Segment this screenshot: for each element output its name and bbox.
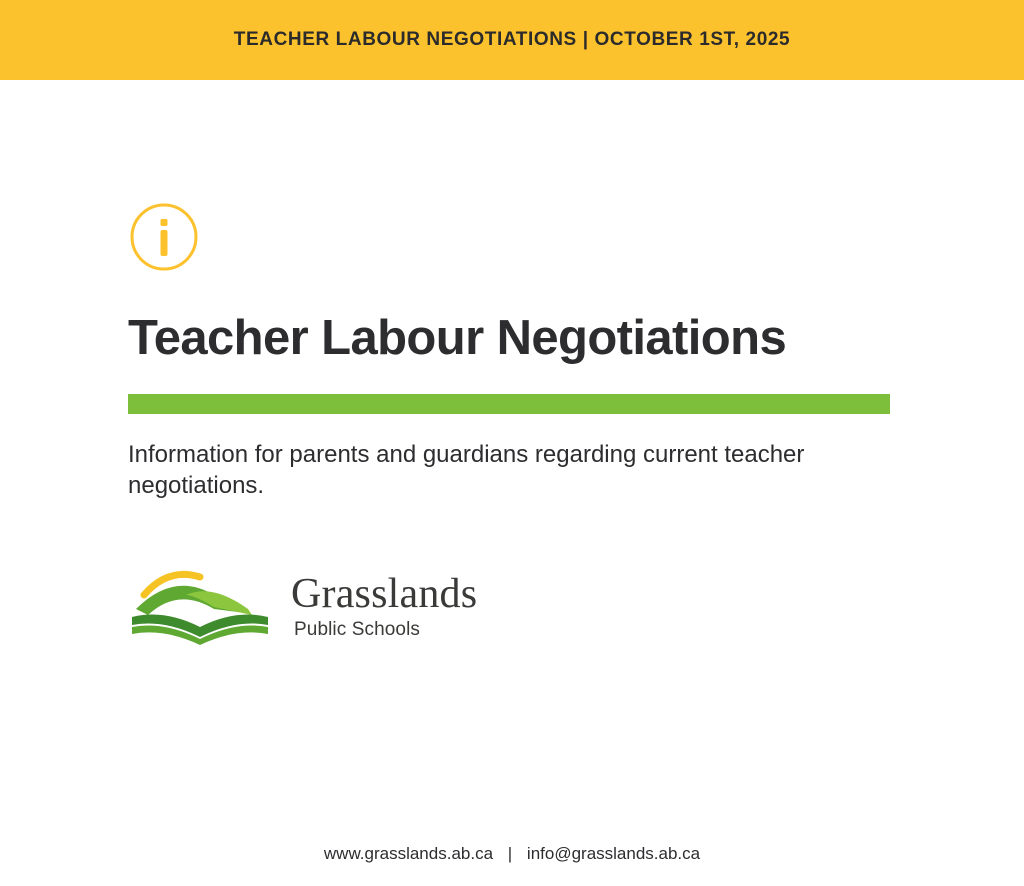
logo-block — [128, 560, 528, 650]
grasslands-logo-icon — [128, 565, 278, 645]
accent-rule — [128, 394, 890, 414]
banner-title: TEACHER LABOUR NEGOTIATIONS | OCTOBER 1ST, 2025 — [233, 29, 791, 50]
logo-secondary-text: Public Schools — [294, 619, 421, 640]
information-circle-icon — [129, 202, 199, 272]
page-title: Teacher Labour Negotiations — [128, 311, 787, 365]
footer-email[interactable]: info@grasslands.ab.ca — [526, 844, 701, 863]
logo-primary-text: Grasslands — [291, 571, 478, 617]
footer-website[interactable]: www.grasslands.ab.ca — [323, 844, 494, 863]
footer — [0, 844, 1024, 864]
footer-separator: | — [507, 844, 513, 863]
logo-wordmark — [291, 573, 531, 639]
top-banner — [0, 0, 1024, 80]
page-subtitle: Information for parents and guardians regarding current teacher negotiations. — [128, 441, 805, 499]
